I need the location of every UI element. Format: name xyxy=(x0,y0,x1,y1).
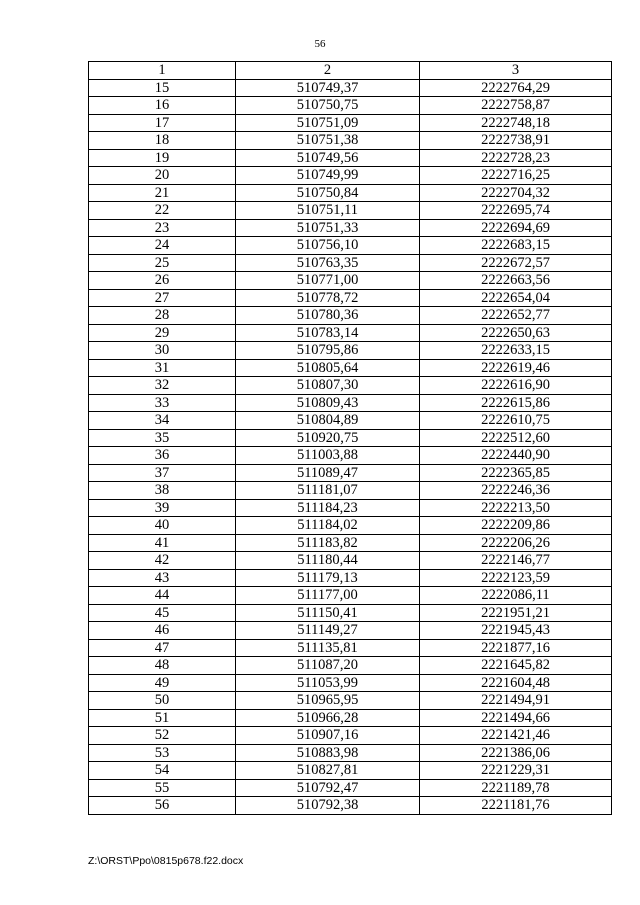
x-coordinate-cell: 510965,95 xyxy=(236,692,420,710)
y-coordinate-cell: 2222440,90 xyxy=(420,447,612,465)
x-coordinate-cell: 511150,41 xyxy=(236,604,420,622)
table-row xyxy=(89,727,612,745)
x-coordinate-cell: 511184,23 xyxy=(236,499,420,517)
point-number-cell: 52 xyxy=(89,727,236,745)
point-number-cell: 45 xyxy=(89,604,236,622)
point-number-cell: 24 xyxy=(89,237,236,255)
x-coordinate-cell: 511087,20 xyxy=(236,657,420,675)
point-number-cell: 33 xyxy=(89,394,236,412)
y-coordinate-cell: 2221494,66 xyxy=(420,709,612,727)
y-coordinate-cell: 2221494,91 xyxy=(420,692,612,710)
point-number-cell: 49 xyxy=(89,674,236,692)
point-number-cell: 20 xyxy=(89,167,236,185)
point-number-cell: 30 xyxy=(89,342,236,360)
point-number-cell: 46 xyxy=(89,622,236,640)
point-number-cell: 48 xyxy=(89,657,236,675)
point-number-cell: 32 xyxy=(89,377,236,395)
point-number-cell: 15 xyxy=(89,79,236,97)
y-coordinate-cell: 2221181,76 xyxy=(420,797,612,815)
y-coordinate-cell: 2222716,25 xyxy=(420,167,612,185)
y-coordinate-cell: 2222672,57 xyxy=(420,254,612,272)
x-coordinate-cell: 511089,47 xyxy=(236,464,420,482)
y-coordinate-cell: 2222704,32 xyxy=(420,184,612,202)
table-row xyxy=(89,569,612,587)
point-number-cell: 56 xyxy=(89,797,236,815)
x-coordinate-cell: 510751,09 xyxy=(236,114,420,132)
x-coordinate-cell: 510792,38 xyxy=(236,797,420,815)
point-number-cell: 25 xyxy=(89,254,236,272)
y-coordinate-cell: 2222764,29 xyxy=(420,79,612,97)
table-row xyxy=(89,482,612,500)
x-coordinate-cell: 510750,75 xyxy=(236,97,420,115)
x-coordinate-cell: 510807,30 xyxy=(236,377,420,395)
x-coordinate-cell: 510792,47 xyxy=(236,779,420,797)
x-coordinate-cell: 510771,00 xyxy=(236,272,420,290)
table-row xyxy=(89,219,612,237)
table-row xyxy=(89,237,612,255)
table-row xyxy=(89,254,612,272)
table-body xyxy=(89,79,612,814)
y-coordinate-cell: 2221945,43 xyxy=(420,622,612,640)
table-row xyxy=(89,394,612,412)
x-coordinate-cell: 511180,44 xyxy=(236,552,420,570)
table-row xyxy=(89,692,612,710)
x-coordinate-cell: 511149,27 xyxy=(236,622,420,640)
y-coordinate-cell: 2222728,23 xyxy=(420,149,612,167)
x-coordinate-cell: 510750,84 xyxy=(236,184,420,202)
table-row xyxy=(89,377,612,395)
y-coordinate-cell: 2221229,31 xyxy=(420,762,612,780)
y-coordinate-cell: 2222086,11 xyxy=(420,587,612,605)
table-row xyxy=(89,744,612,762)
x-coordinate-cell: 510751,38 xyxy=(236,132,420,150)
table-row xyxy=(89,762,612,780)
point-number-cell: 36 xyxy=(89,447,236,465)
y-coordinate-cell: 2222758,87 xyxy=(420,97,612,115)
table-row xyxy=(89,517,612,535)
y-coordinate-cell: 2222694,69 xyxy=(420,219,612,237)
table-row xyxy=(89,639,612,657)
point-number-cell: 50 xyxy=(89,692,236,710)
coordinates-table xyxy=(88,61,612,815)
table-row xyxy=(89,272,612,290)
x-coordinate-cell: 510751,33 xyxy=(236,219,420,237)
y-coordinate-cell: 2222365,85 xyxy=(420,464,612,482)
point-number-cell: 38 xyxy=(89,482,236,500)
point-number-cell: 55 xyxy=(89,779,236,797)
x-coordinate-cell: 510827,81 xyxy=(236,762,420,780)
y-coordinate-cell: 2221645,82 xyxy=(420,657,612,675)
point-number-cell: 44 xyxy=(89,587,236,605)
table-row xyxy=(89,359,612,377)
table-row xyxy=(89,552,612,570)
y-coordinate-cell: 2221386,06 xyxy=(420,744,612,762)
y-coordinate-cell: 2221951,21 xyxy=(420,604,612,622)
footer-file-path: Z:\ORST\Ppo\0815p678.f22.docx xyxy=(88,855,244,867)
y-coordinate-cell: 2222512,60 xyxy=(420,429,612,447)
table-row xyxy=(89,307,612,325)
x-coordinate-cell: 510804,89 xyxy=(236,412,420,430)
x-coordinate-cell: 510805,64 xyxy=(236,359,420,377)
x-coordinate-cell: 510749,37 xyxy=(236,79,420,97)
y-coordinate-cell: 2222619,46 xyxy=(420,359,612,377)
table-row xyxy=(89,97,612,115)
table-row xyxy=(89,587,612,605)
x-coordinate-cell: 510809,43 xyxy=(236,394,420,412)
table-row xyxy=(89,709,612,727)
x-coordinate-cell: 511177,00 xyxy=(236,587,420,605)
y-coordinate-cell: 2221421,46 xyxy=(420,727,612,745)
table-row xyxy=(89,604,612,622)
x-coordinate-cell: 510751,11 xyxy=(236,202,420,220)
point-number-cell: 54 xyxy=(89,762,236,780)
point-number-cell: 26 xyxy=(89,272,236,290)
point-number-cell: 53 xyxy=(89,744,236,762)
y-coordinate-cell: 2222695,74 xyxy=(420,202,612,220)
point-number-cell: 35 xyxy=(89,429,236,447)
y-coordinate-cell: 2221189,78 xyxy=(420,779,612,797)
page-number: 56 xyxy=(314,38,326,50)
point-number-cell: 19 xyxy=(89,149,236,167)
x-coordinate-cell: 510795,86 xyxy=(236,342,420,360)
table-row xyxy=(89,779,612,797)
table-row xyxy=(89,657,612,675)
column-header-2: 2 xyxy=(236,62,420,80)
y-coordinate-cell: 2222683,15 xyxy=(420,237,612,255)
y-coordinate-cell: 2221604,48 xyxy=(420,674,612,692)
point-number-cell: 22 xyxy=(89,202,236,220)
point-number-cell: 17 xyxy=(89,114,236,132)
x-coordinate-cell: 511184,02 xyxy=(236,517,420,535)
point-number-cell: 16 xyxy=(89,97,236,115)
y-coordinate-cell: 2222206,26 xyxy=(420,534,612,552)
point-number-cell: 21 xyxy=(89,184,236,202)
y-coordinate-cell: 2222610,75 xyxy=(420,412,612,430)
table-row xyxy=(89,289,612,307)
point-number-cell: 18 xyxy=(89,132,236,150)
y-coordinate-cell: 2222652,77 xyxy=(420,307,612,325)
y-coordinate-cell: 2222748,18 xyxy=(420,114,612,132)
y-coordinate-cell: 2222650,63 xyxy=(420,324,612,342)
point-number-cell: 51 xyxy=(89,709,236,727)
x-coordinate-cell: 510749,99 xyxy=(236,167,420,185)
table-row xyxy=(89,429,612,447)
table-row xyxy=(89,324,612,342)
point-number-cell: 29 xyxy=(89,324,236,342)
point-number-cell: 43 xyxy=(89,569,236,587)
table-row xyxy=(89,114,612,132)
y-coordinate-cell: 2222738,91 xyxy=(420,132,612,150)
x-coordinate-cell: 510966,28 xyxy=(236,709,420,727)
y-coordinate-cell: 2222246,36 xyxy=(420,482,612,500)
y-coordinate-cell: 2222123,59 xyxy=(420,569,612,587)
y-coordinate-cell: 2222616,90 xyxy=(420,377,612,395)
table-row xyxy=(89,167,612,185)
point-number-cell: 40 xyxy=(89,517,236,535)
x-coordinate-cell: 510783,14 xyxy=(236,324,420,342)
x-coordinate-cell: 510920,75 xyxy=(236,429,420,447)
point-number-cell: 37 xyxy=(89,464,236,482)
table-row xyxy=(89,797,612,815)
table-row xyxy=(89,342,612,360)
y-coordinate-cell: 2222213,50 xyxy=(420,499,612,517)
x-coordinate-cell: 511181,07 xyxy=(236,482,420,500)
column-header-3: 3 xyxy=(420,62,612,80)
table-row xyxy=(89,464,612,482)
table-row xyxy=(89,202,612,220)
point-number-cell: 42 xyxy=(89,552,236,570)
x-coordinate-cell: 510749,56 xyxy=(236,149,420,167)
point-number-cell: 31 xyxy=(89,359,236,377)
x-coordinate-cell: 511053,99 xyxy=(236,674,420,692)
table-header-row xyxy=(89,62,612,80)
x-coordinate-cell: 510756,10 xyxy=(236,237,420,255)
y-coordinate-cell: 2222663,56 xyxy=(420,272,612,290)
table-row xyxy=(89,622,612,640)
table-row xyxy=(89,132,612,150)
table-row xyxy=(89,674,612,692)
point-number-cell: 41 xyxy=(89,534,236,552)
point-number-cell: 47 xyxy=(89,639,236,657)
point-number-cell: 28 xyxy=(89,307,236,325)
table-row xyxy=(89,412,612,430)
x-coordinate-cell: 511003,88 xyxy=(236,447,420,465)
point-number-cell: 34 xyxy=(89,412,236,430)
point-number-cell: 23 xyxy=(89,219,236,237)
table-row xyxy=(89,499,612,517)
y-coordinate-cell: 2222633,15 xyxy=(420,342,612,360)
x-coordinate-cell: 510907,16 xyxy=(236,727,420,745)
y-coordinate-cell: 2221877,16 xyxy=(420,639,612,657)
x-coordinate-cell: 510778,72 xyxy=(236,289,420,307)
x-coordinate-cell: 510883,98 xyxy=(236,744,420,762)
x-coordinate-cell: 511179,13 xyxy=(236,569,420,587)
y-coordinate-cell: 2222654,04 xyxy=(420,289,612,307)
x-coordinate-cell: 510763,35 xyxy=(236,254,420,272)
point-number-cell: 39 xyxy=(89,499,236,517)
point-number-cell: 27 xyxy=(89,289,236,307)
table-row xyxy=(89,184,612,202)
table-row xyxy=(89,534,612,552)
x-coordinate-cell: 511183,82 xyxy=(236,534,420,552)
x-coordinate-cell: 511135,81 xyxy=(236,639,420,657)
table-row xyxy=(89,79,612,97)
column-header-1: 1 xyxy=(89,62,236,80)
y-coordinate-cell: 2222146,77 xyxy=(420,552,612,570)
x-coordinate-cell: 510780,36 xyxy=(236,307,420,325)
y-coordinate-cell: 2222209,86 xyxy=(420,517,612,535)
table-row xyxy=(89,447,612,465)
y-coordinate-cell: 2222615,86 xyxy=(420,394,612,412)
table-row xyxy=(89,149,612,167)
